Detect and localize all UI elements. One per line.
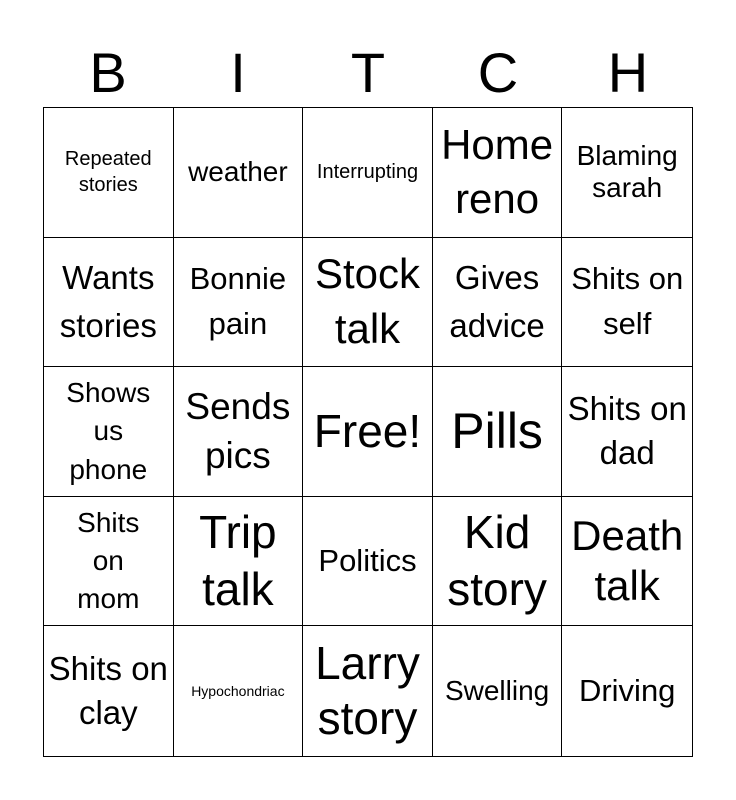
bingo-cell-r4-c1[interactable] (44, 497, 174, 627)
cell-label: Death talk (571, 511, 684, 610)
bingo-cell-r2-c5[interactable] (562, 238, 692, 368)
header-letter-i: I (230, 41, 246, 104)
cell-label: Kid story (447, 505, 547, 616)
cell-label: Larry story (315, 637, 420, 745)
cell-label: Repeated stories (64, 148, 152, 197)
cell-label: weather (188, 156, 288, 188)
bingo-cell-r4-c5[interactable] (562, 497, 692, 627)
bingo-cell-r3-c5[interactable] (562, 367, 692, 497)
cell-label: Hypochondriac (191, 682, 285, 699)
cell-label: Free! (313, 404, 422, 457)
bingo-cell-r2-c4[interactable] (433, 238, 563, 368)
cell-label: Wants stories (59, 259, 157, 344)
cell-label: Shits on mom (77, 506, 140, 615)
bingo-cell-r4-c3[interactable] (303, 497, 433, 627)
cell-label: Shits on clay (48, 649, 168, 732)
bingo-cell-r5-c4[interactable] (433, 626, 563, 756)
cell-label: Trip talk (199, 505, 277, 616)
header-letter-t: T (350, 41, 386, 104)
bingo-cell-r4-c4[interactable] (433, 497, 563, 627)
cell-label: Politics (318, 542, 417, 578)
bingo-header (43, 38, 693, 108)
cell-label: Pills (451, 403, 543, 460)
bingo-cell-r2-c3[interactable] (303, 238, 433, 368)
cell-label: Shits on dad (567, 389, 687, 472)
cell-label: Gives advice (449, 259, 545, 344)
bingo-cell-r2-c2[interactable] (174, 238, 304, 368)
bingo-cell-r3-c2[interactable] (174, 367, 304, 497)
bingo-cell-r1-c1[interactable] (44, 108, 174, 238)
bingo-cell-r5-c3[interactable] (303, 626, 433, 756)
cell-label: Home reno (441, 120, 554, 223)
bingo-cell-r3-c3[interactable] (303, 367, 433, 497)
header-letter-h: H (607, 41, 649, 104)
bingo-cell-r1-c4[interactable] (433, 108, 563, 238)
cell-label: Shits on self (571, 260, 684, 341)
cell-label: Stock talk (314, 250, 421, 352)
bingo-cell-r3-c4[interactable] (433, 367, 563, 497)
bingo-cell-r4-c2[interactable] (174, 497, 304, 627)
cell-label: Bonnie pain (189, 260, 287, 341)
cell-label: Shows us phone (66, 376, 151, 485)
bingo-cell-r1-c5[interactable] (562, 108, 692, 238)
bingo-cell-r1-c3[interactable] (303, 108, 433, 238)
bingo-board (43, 107, 693, 757)
cell-label: Driving (578, 672, 676, 708)
bingo-cell-r2-c1[interactable] (44, 238, 174, 368)
cell-label: Swelling (444, 675, 550, 707)
header-letter-c: C (477, 41, 519, 104)
header-letter-b: B (89, 41, 127, 104)
cell-label: Blaming sarah (576, 140, 678, 204)
bingo-cell-r5-c5[interactable] (562, 626, 692, 756)
bingo-cell-r5-c1[interactable] (44, 626, 174, 756)
cell-label: Interrupting (316, 161, 419, 184)
bingo-cell-r1-c2[interactable] (174, 108, 304, 238)
bingo-cell-r5-c2[interactable] (174, 626, 304, 756)
bingo-cell-r3-c1[interactable] (44, 367, 174, 497)
cell-label: Sends pics (185, 385, 291, 477)
